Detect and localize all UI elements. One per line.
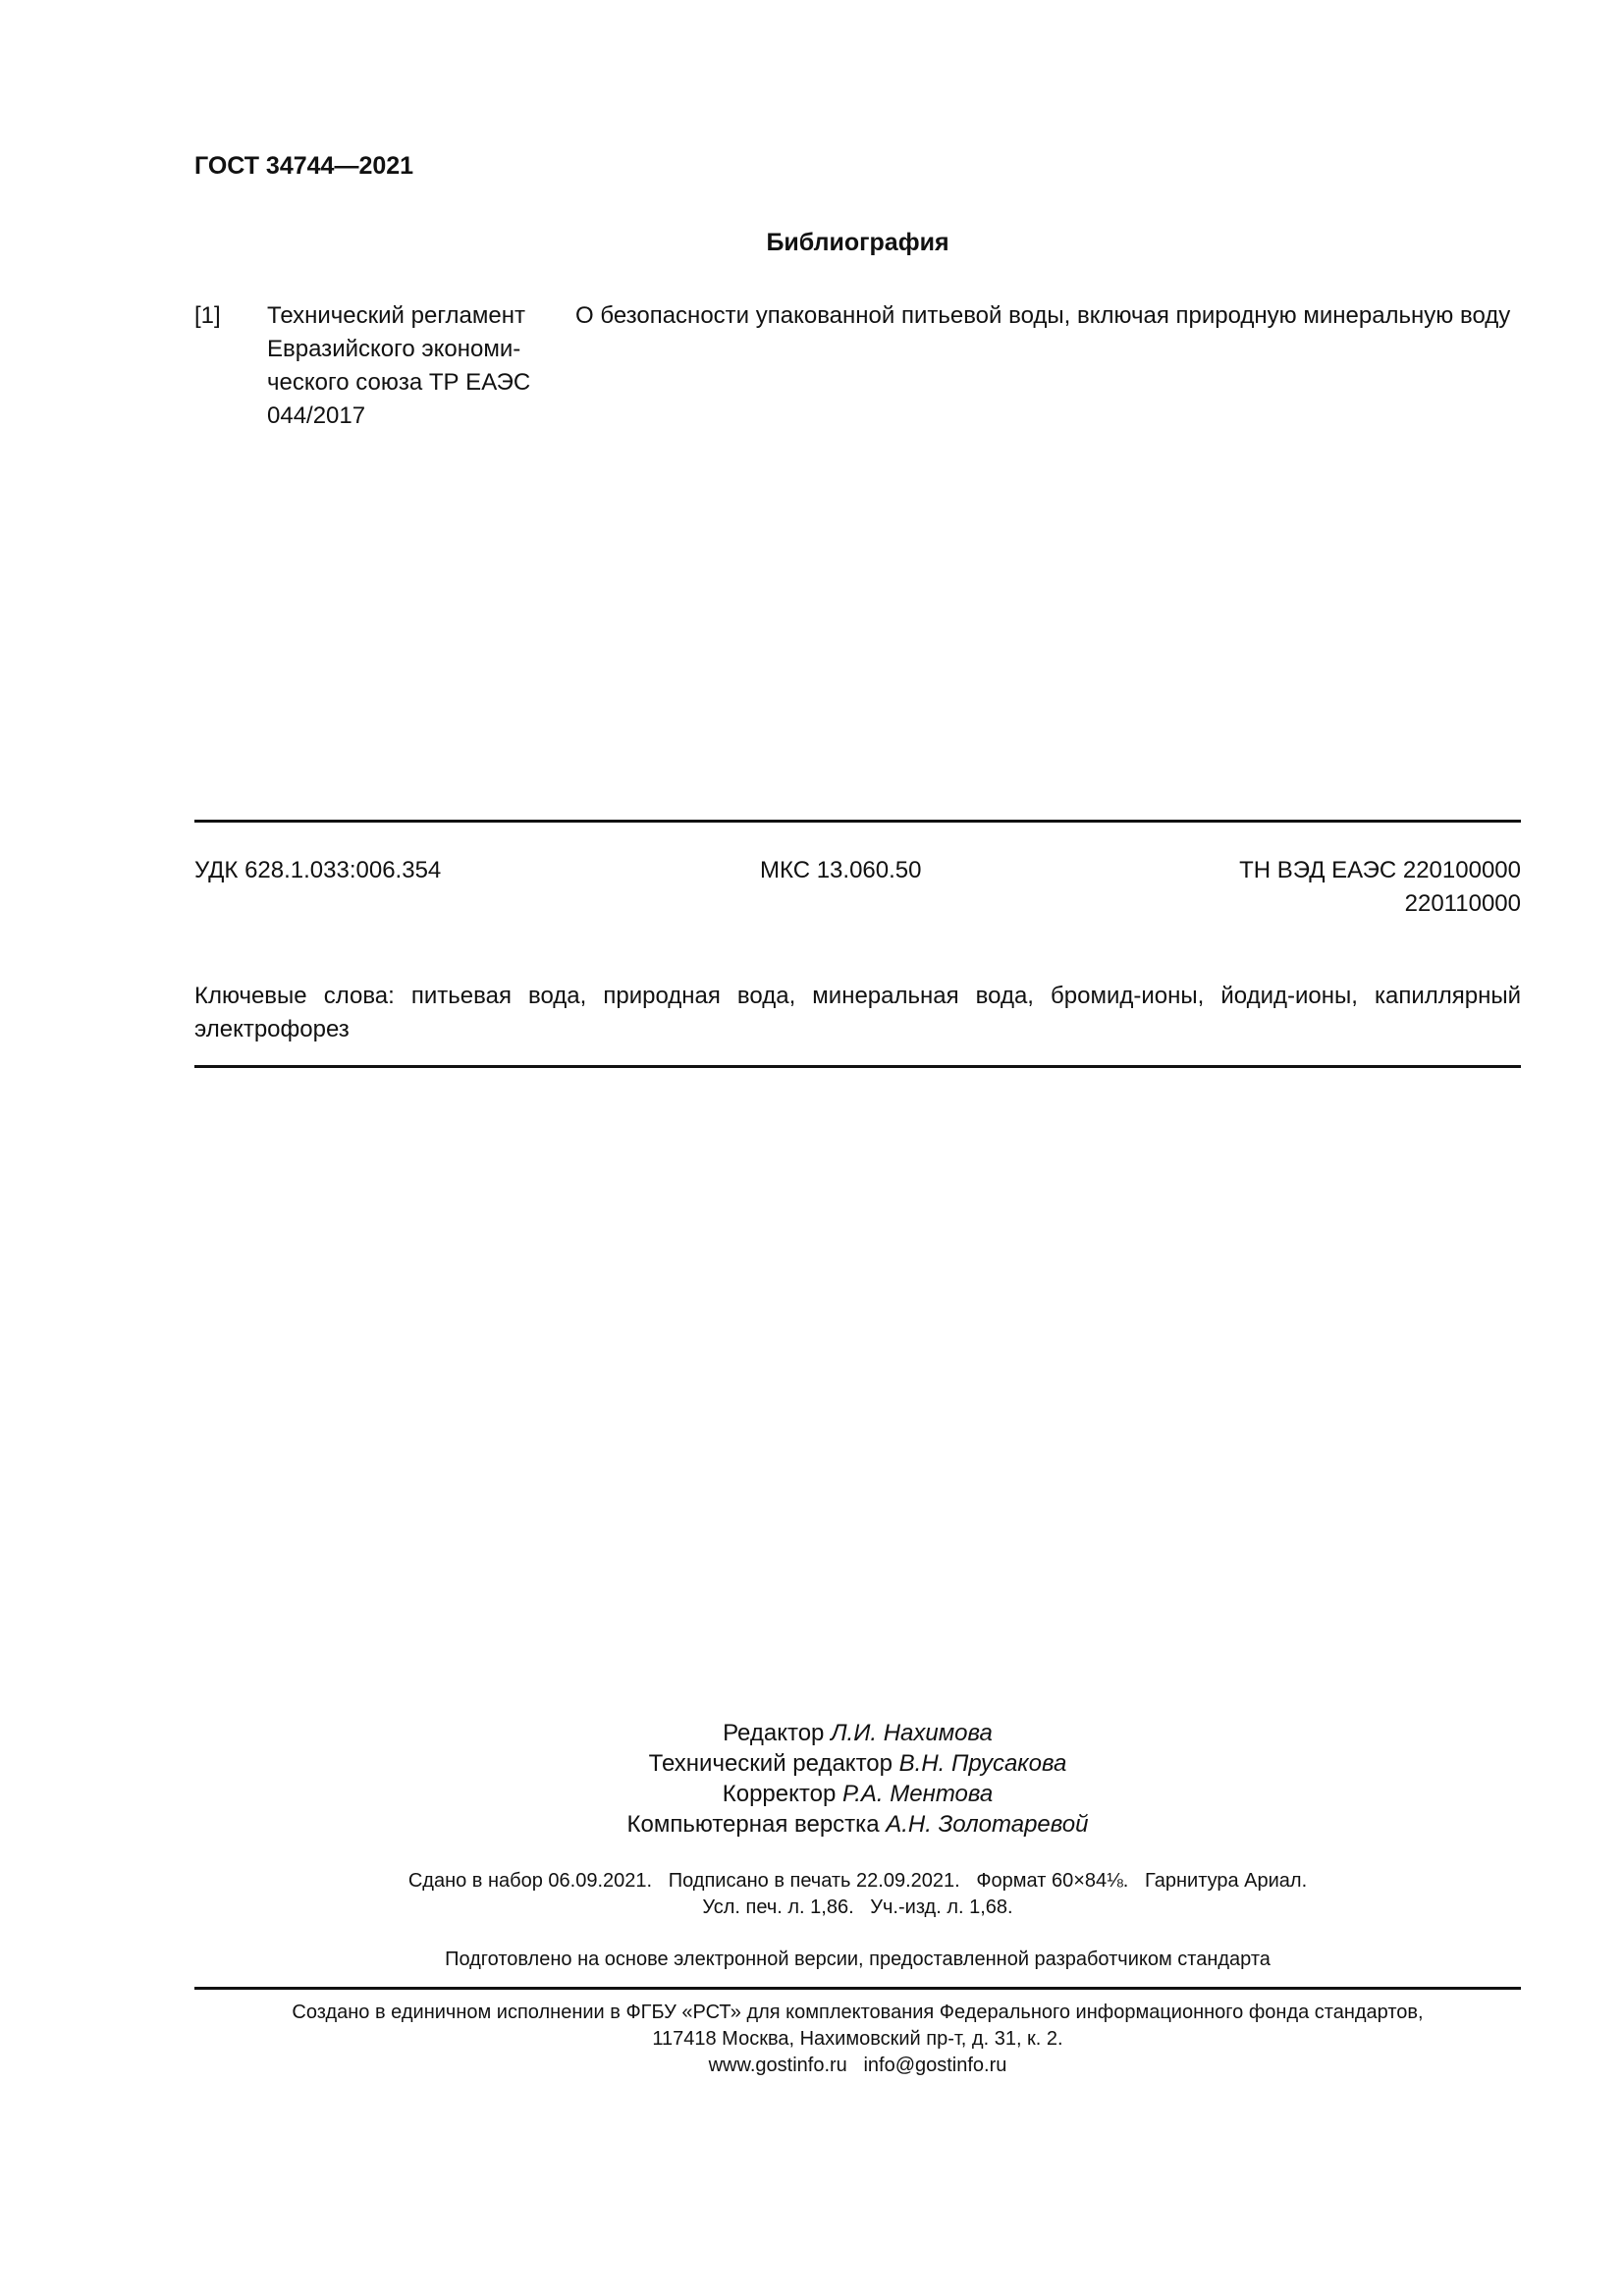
tn-ved-line: 220110000	[1404, 890, 1521, 917]
keywords: Ключевые слова: питьевая вода, природная вода, минеральная вода, бромид-ионы, йодид-ионы, капиллярный электрофорез	[194, 983, 1521, 1042]
bibliography-entry-number: [1]	[194, 302, 221, 329]
divider	[194, 1987, 1521, 1990]
bibliography-title: Библиография	[766, 229, 949, 256]
source-line: Евразийского экономи-	[267, 336, 521, 362]
credit-line: Технический редактор В.Н. Прусакова	[648, 1750, 1067, 1777]
source-line: Технический регламент	[267, 302, 525, 329]
footer-line: 117418 Москва, Нахимовский пр-т, д. 31, к. 2.	[652, 2028, 1063, 2050]
tn-ved-codes	[1239, 854, 1521, 921]
bibliography-entry-title: О безопасности упакованной питьевой воды, включая природную минеральную воду	[575, 302, 1511, 329]
divider	[194, 820, 1521, 823]
credits	[194, 1718, 1521, 1840]
udk-code: УДК 628.1.033:006.354	[194, 857, 442, 883]
print-info-line: Сдано в набор 06.09.2021. Подписано в печать 22.09.2021. Формат 60×84⅛. Гарнитура Ариал.	[407, 1870, 1308, 1892]
source-line: 044/2017	[267, 402, 366, 429]
divider	[194, 1065, 1521, 1068]
source-line: ческого союза ТР ЕАЭС	[267, 369, 531, 396]
footer-line: Создано в единичном исполнении в ФГБУ «РСТ» для комплектования Федерального информационного фонда стандартов,	[292, 2002, 1424, 2023]
credit-line: Редактор Л.И. Нахимова	[723, 1720, 993, 1746]
credit-line: Корректор Р.А. Ментова	[722, 1781, 994, 1807]
prepared-note: Подготовлено на основе электронной версии, предоставленной разработчиком стандарта	[445, 1949, 1271, 1970]
tn-ved-line: ТН ВЭД ЕАЭС 220100000	[1239, 857, 1521, 883]
bibliography-entry-source	[267, 299, 562, 433]
print-info	[194, 1868, 1521, 1921]
website-link[interactable]: www.gostinfo.ru	[708, 2055, 847, 2076]
credit-line: Компьютерная верстка А.Н. Золотаревой	[626, 1811, 1089, 1838]
document-code: ГОСТ 34744—2021	[194, 152, 414, 180]
print-info-line: Усл. печ. л. 1,86. Уч.-изд. л. 1,68.	[702, 1896, 1013, 1918]
mks-code: МКС 13.060.50	[760, 857, 922, 883]
email-link[interactable]: info@gostinfo.ru	[863, 2055, 1007, 2076]
footer-contacts	[194, 2053, 1521, 2079]
footer	[194, 2000, 1521, 2079]
